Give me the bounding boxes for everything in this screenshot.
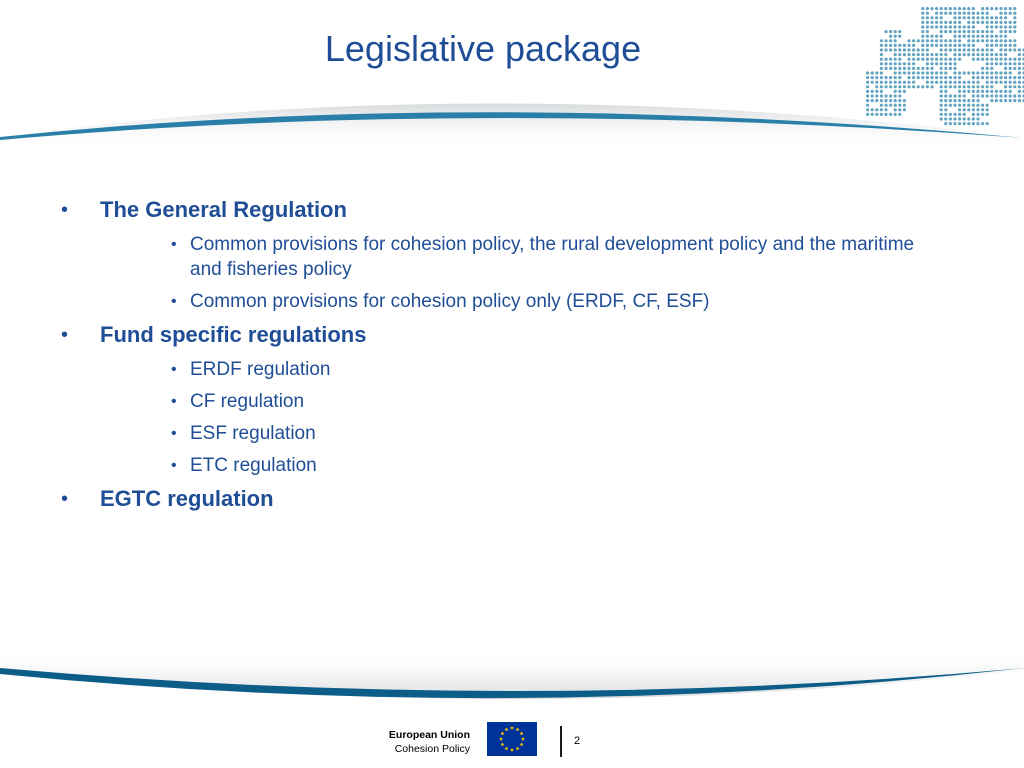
- list-item: • ESF regulation: [171, 423, 316, 444]
- list-item: • ETC regulation: [171, 455, 317, 476]
- footer-org-name: European Union: [388, 729, 470, 741]
- bullet-icon: •: [61, 488, 69, 510]
- bullet-icon: •: [171, 393, 177, 410]
- slide-title: Legislative package: [324, 28, 642, 69]
- bullet-icon: •: [61, 199, 69, 221]
- section-heading: • Fund specific regulations: [61, 322, 367, 347]
- section-heading: • EGTC regulation: [61, 486, 274, 511]
- bullet-icon: •: [61, 324, 69, 346]
- footer-separator: [560, 726, 562, 757]
- bullet-icon: •: [171, 236, 177, 253]
- footer-department: Cohesion Policy: [394, 743, 470, 755]
- list-item: • ERDF regulation: [171, 359, 331, 380]
- list-item: • Common provisions for cohesion policy, the rural development policy and the maritime and fisheries policy: [171, 234, 915, 280]
- header-wave-band: [0, 90, 1024, 150]
- slide-content: [0, 196, 1024, 521]
- footer-organization: [340, 728, 470, 756]
- list-item: • CF regulation: [171, 391, 305, 412]
- section-heading: • The General Regulation: [61, 197, 347, 222]
- bullet-icon: •: [171, 361, 177, 378]
- page-number: 2: [574, 735, 581, 747]
- bullet-icon: •: [171, 457, 177, 474]
- eu-flag-icon: [487, 722, 537, 756]
- list-item: • Common provisions for cohesion policy only (ERDF, CF, ESF): [171, 291, 710, 312]
- bullet-icon: •: [171, 425, 177, 442]
- bullet-icon: •: [171, 293, 177, 310]
- footer-wave-band: [0, 648, 1024, 713]
